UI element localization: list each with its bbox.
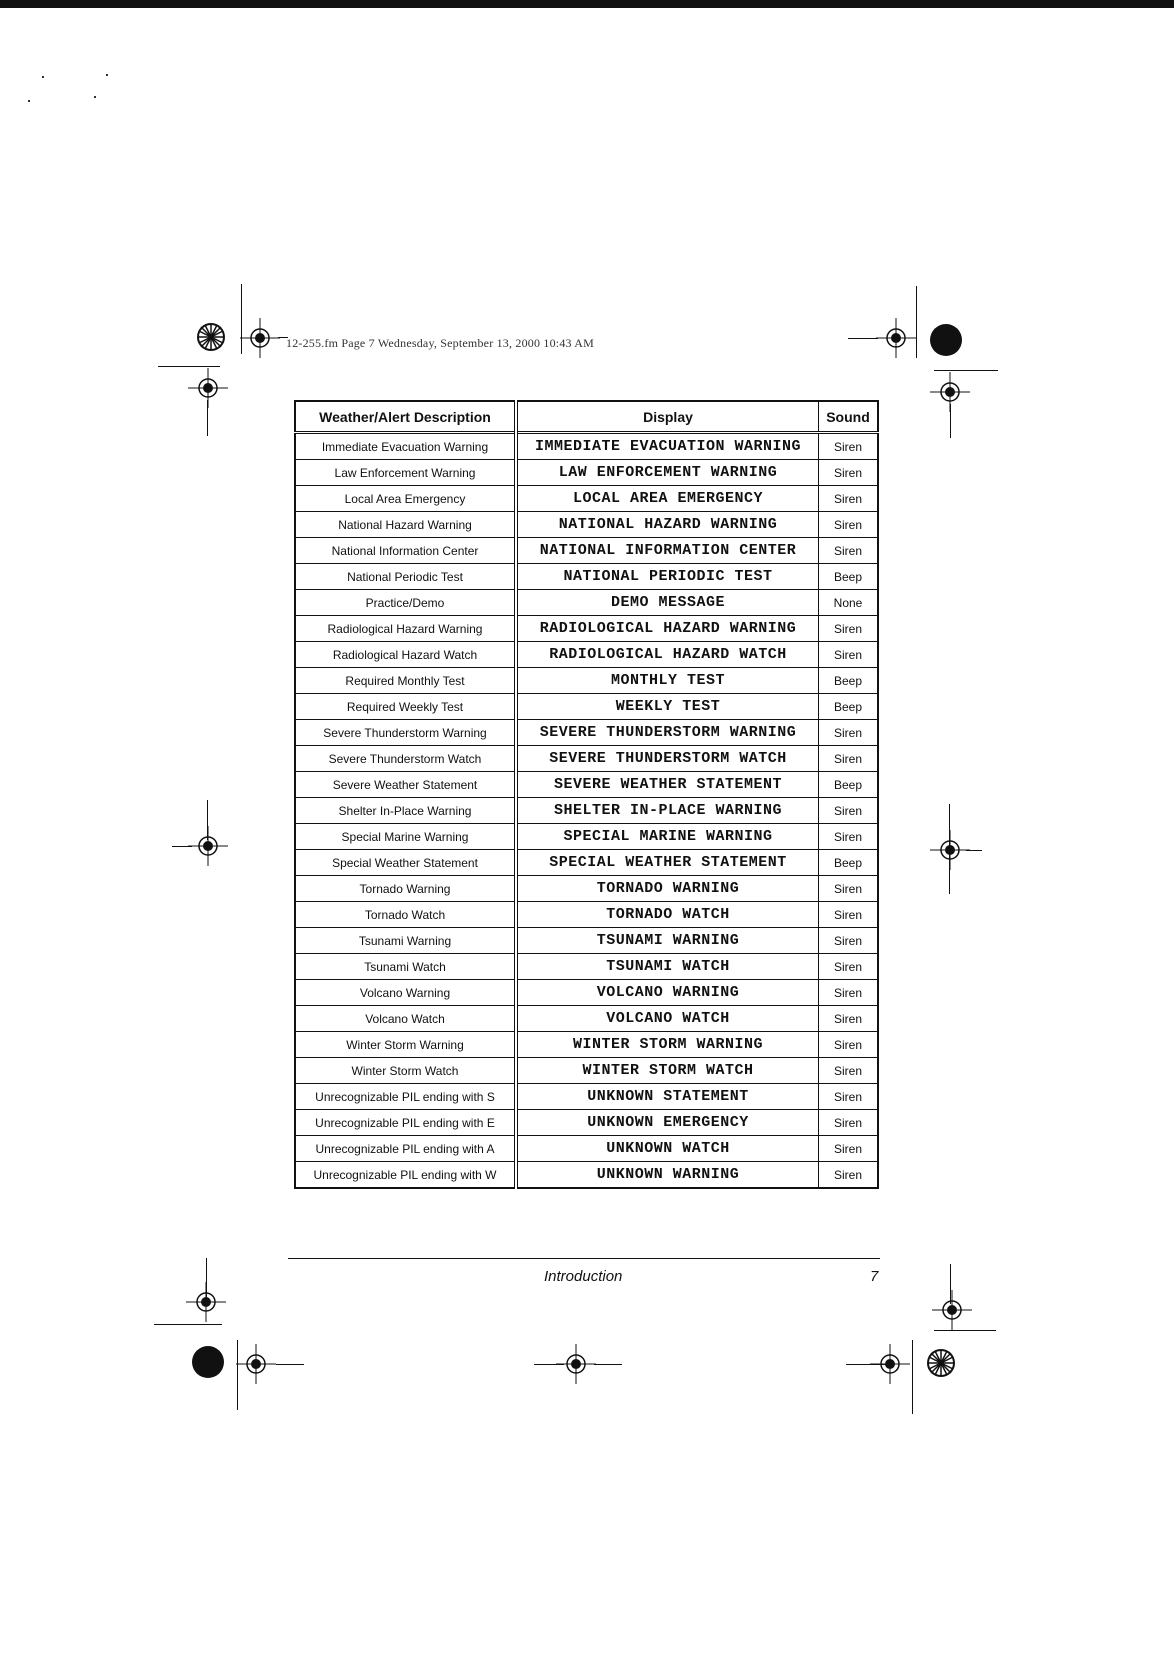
table-row bbox=[295, 850, 878, 876]
table-row bbox=[295, 1110, 878, 1136]
file-info-header: 12-255.fm Page 7 Wednesday, September 13, 2000 10:43 AM bbox=[286, 336, 594, 350]
cell-description: Winter Storm Watch bbox=[295, 1058, 516, 1084]
crop-line bbox=[276, 1364, 304, 1365]
crop-line bbox=[154, 1324, 222, 1325]
crop-line bbox=[912, 1340, 913, 1414]
registration-mark-icon bbox=[236, 1344, 276, 1384]
cell-description: Severe Thunderstorm Warning bbox=[295, 720, 516, 746]
cell-display: NATIONAL HAZARD WARNING bbox=[516, 512, 819, 538]
crop-line bbox=[594, 1364, 622, 1365]
table-row bbox=[295, 746, 878, 772]
table-row bbox=[295, 512, 878, 538]
crop-line bbox=[916, 286, 917, 358]
cell-display: UNKNOWN WATCH bbox=[516, 1136, 819, 1162]
cell-display: WINTER STORM WATCH bbox=[516, 1058, 819, 1084]
cell-description: National Periodic Test bbox=[295, 564, 516, 590]
cell-sound: Siren bbox=[819, 512, 879, 538]
table-row bbox=[295, 954, 878, 980]
solid-dot-mark-icon bbox=[930, 324, 962, 356]
cell-display: UNKNOWN STATEMENT bbox=[516, 1084, 819, 1110]
cell-display: SHELTER IN-PLACE WARNING bbox=[516, 798, 819, 824]
cell-description: Tornado Warning bbox=[295, 876, 516, 902]
cell-sound: Siren bbox=[819, 1006, 879, 1032]
registration-mark-icon bbox=[930, 830, 970, 870]
cell-sound: Siren bbox=[819, 486, 879, 512]
cell-sound: Siren bbox=[819, 1032, 879, 1058]
table-row bbox=[295, 928, 878, 954]
table-row bbox=[295, 642, 878, 668]
cell-sound: Siren bbox=[819, 1162, 879, 1189]
cell-description: Special Weather Statement bbox=[295, 850, 516, 876]
table-row bbox=[295, 902, 878, 928]
cell-sound: Beep bbox=[819, 564, 879, 590]
table-row bbox=[295, 564, 878, 590]
cell-display: LOCAL AREA EMERGENCY bbox=[516, 486, 819, 512]
registration-mark-icon bbox=[188, 368, 228, 408]
cell-display: RADIOLOGICAL HAZARD WATCH bbox=[516, 642, 819, 668]
cell-description: Special Marine Warning bbox=[295, 824, 516, 850]
cell-display: MONTHLY TEST bbox=[516, 668, 819, 694]
table-row bbox=[295, 1162, 878, 1189]
cell-description: Unrecognizable PIL ending with S bbox=[295, 1084, 516, 1110]
cell-description: Severe Thunderstorm Watch bbox=[295, 746, 516, 772]
cell-display: SPECIAL MARINE WARNING bbox=[516, 824, 819, 850]
column-header-sound: Sound bbox=[819, 401, 879, 433]
crop-line bbox=[172, 846, 192, 847]
alert-table bbox=[294, 400, 879, 1189]
starburst-mark-icon bbox=[926, 1348, 956, 1378]
crop-line bbox=[934, 370, 998, 371]
cell-display: TORNADO WATCH bbox=[516, 902, 819, 928]
cell-sound: None bbox=[819, 590, 879, 616]
cell-sound: Siren bbox=[819, 746, 879, 772]
cell-description: Volcano Watch bbox=[295, 1006, 516, 1032]
cell-display: TORNADO WARNING bbox=[516, 876, 819, 902]
cell-sound: Siren bbox=[819, 928, 879, 954]
footer-rule bbox=[288, 1258, 880, 1259]
cell-description: Law Enforcement Warning bbox=[295, 460, 516, 486]
table-row bbox=[295, 798, 878, 824]
cell-description: Radiological Hazard Warning bbox=[295, 616, 516, 642]
cell-display: VOLCANO WARNING bbox=[516, 980, 819, 1006]
cell-sound: Beep bbox=[819, 668, 879, 694]
cell-description: Required Weekly Test bbox=[295, 694, 516, 720]
scan-specks bbox=[36, 70, 116, 110]
cell-description: Tsunami Watch bbox=[295, 954, 516, 980]
cell-display: RADIOLOGICAL HAZARD WARNING bbox=[516, 616, 819, 642]
table-row bbox=[295, 694, 878, 720]
table-header-row bbox=[295, 401, 878, 433]
cell-sound: Siren bbox=[819, 798, 879, 824]
table-row bbox=[295, 616, 878, 642]
cell-sound: Beep bbox=[819, 850, 879, 876]
table-row bbox=[295, 433, 878, 460]
cell-description: Tsunami Warning bbox=[295, 928, 516, 954]
cell-sound: Siren bbox=[819, 1136, 879, 1162]
crop-line bbox=[158, 366, 220, 367]
column-header-display: Display bbox=[516, 401, 819, 433]
registration-mark-icon bbox=[876, 318, 916, 358]
cell-description: National Hazard Warning bbox=[295, 512, 516, 538]
cell-display: IMMEDIATE EVACUATION WARNING bbox=[516, 433, 819, 460]
table-row bbox=[295, 876, 878, 902]
cell-sound: Siren bbox=[819, 720, 879, 746]
cell-sound: Siren bbox=[819, 876, 879, 902]
table-row bbox=[295, 460, 878, 486]
cell-sound: Beep bbox=[819, 694, 879, 720]
cell-description: Winter Storm Warning bbox=[295, 1032, 516, 1058]
cell-sound: Siren bbox=[819, 1110, 879, 1136]
cell-description: Unrecognizable PIL ending with A bbox=[295, 1136, 516, 1162]
top-edge-rule bbox=[0, 0, 1174, 8]
cell-display: UNKNOWN EMERGENCY bbox=[516, 1110, 819, 1136]
table-row bbox=[295, 720, 878, 746]
cell-description: Practice/Demo bbox=[295, 590, 516, 616]
cell-display: TSUNAMI WARNING bbox=[516, 928, 819, 954]
cell-description: National Information Center bbox=[295, 538, 516, 564]
table-row bbox=[295, 1058, 878, 1084]
cell-display: DEMO MESSAGE bbox=[516, 590, 819, 616]
table-row bbox=[295, 538, 878, 564]
crop-line bbox=[848, 338, 878, 339]
cell-display: VOLCANO WATCH bbox=[516, 1006, 819, 1032]
cell-display: SEVERE WEATHER STATEMENT bbox=[516, 772, 819, 798]
table-row bbox=[295, 1006, 878, 1032]
registration-mark-icon bbox=[240, 318, 280, 358]
cell-sound: Siren bbox=[819, 824, 879, 850]
cell-description: Unrecognizable PIL ending with E bbox=[295, 1110, 516, 1136]
registration-mark-icon bbox=[932, 1290, 972, 1330]
table-row bbox=[295, 486, 878, 512]
table-row bbox=[295, 1136, 878, 1162]
table-row bbox=[295, 1032, 878, 1058]
table-row bbox=[295, 772, 878, 798]
registration-mark-icon bbox=[556, 1344, 596, 1384]
cell-sound: Siren bbox=[819, 642, 879, 668]
table-row bbox=[295, 1084, 878, 1110]
cell-sound: Beep bbox=[819, 772, 879, 798]
crop-line bbox=[207, 400, 208, 436]
cell-sound: Siren bbox=[819, 902, 879, 928]
cell-sound: Siren bbox=[819, 980, 879, 1006]
cell-sound: Siren bbox=[819, 1084, 879, 1110]
cell-description: Volcano Warning bbox=[295, 980, 516, 1006]
table-row bbox=[295, 668, 878, 694]
table-row bbox=[295, 590, 878, 616]
cell-display: SEVERE THUNDERSTORM WARNING bbox=[516, 720, 819, 746]
cell-display: LAW ENFORCEMENT WARNING bbox=[516, 460, 819, 486]
cell-display: TSUNAMI WATCH bbox=[516, 954, 819, 980]
cell-display: WINTER STORM WARNING bbox=[516, 1032, 819, 1058]
cell-description: Required Monthly Test bbox=[295, 668, 516, 694]
cell-description: Shelter In-Place Warning bbox=[295, 798, 516, 824]
cell-description: Immediate Evacuation Warning bbox=[295, 433, 516, 460]
cell-display: WEEKLY TEST bbox=[516, 694, 819, 720]
table-row bbox=[295, 980, 878, 1006]
registration-mark-icon bbox=[186, 1282, 226, 1322]
cell-sound: Siren bbox=[819, 954, 879, 980]
cell-sound: Siren bbox=[819, 460, 879, 486]
cell-display: SPECIAL WEATHER STATEMENT bbox=[516, 850, 819, 876]
footer-section-title: Introduction bbox=[544, 1268, 623, 1285]
table-row bbox=[295, 824, 878, 850]
footer-page-number: 7 bbox=[870, 1268, 879, 1285]
cell-sound: Siren bbox=[819, 616, 879, 642]
registration-mark-icon bbox=[870, 1344, 910, 1384]
cell-description: Unrecognizable PIL ending with W bbox=[295, 1162, 516, 1189]
cell-description: Tornado Watch bbox=[295, 902, 516, 928]
crop-line bbox=[934, 1330, 996, 1331]
solid-dot-mark-icon bbox=[192, 1346, 224, 1378]
cell-sound: Siren bbox=[819, 538, 879, 564]
crop-line bbox=[966, 850, 982, 851]
table-body bbox=[295, 433, 878, 1189]
cell-description: Severe Weather Statement bbox=[295, 772, 516, 798]
crop-line bbox=[950, 404, 951, 438]
registration-mark-icon bbox=[188, 826, 228, 866]
cell-description: Radiological Hazard Watch bbox=[295, 642, 516, 668]
cell-display: UNKNOWN WARNING bbox=[516, 1162, 819, 1189]
cell-description: Local Area Emergency bbox=[295, 486, 516, 512]
cell-display: SEVERE THUNDERSTORM WATCH bbox=[516, 746, 819, 772]
cell-display: NATIONAL INFORMATION CENTER bbox=[516, 538, 819, 564]
cell-sound: Siren bbox=[819, 1058, 879, 1084]
cell-display: NATIONAL PERIODIC TEST bbox=[516, 564, 819, 590]
cell-sound: Siren bbox=[819, 433, 879, 460]
starburst-mark-icon bbox=[196, 322, 226, 352]
column-header-description: Weather/Alert Description bbox=[295, 401, 516, 433]
